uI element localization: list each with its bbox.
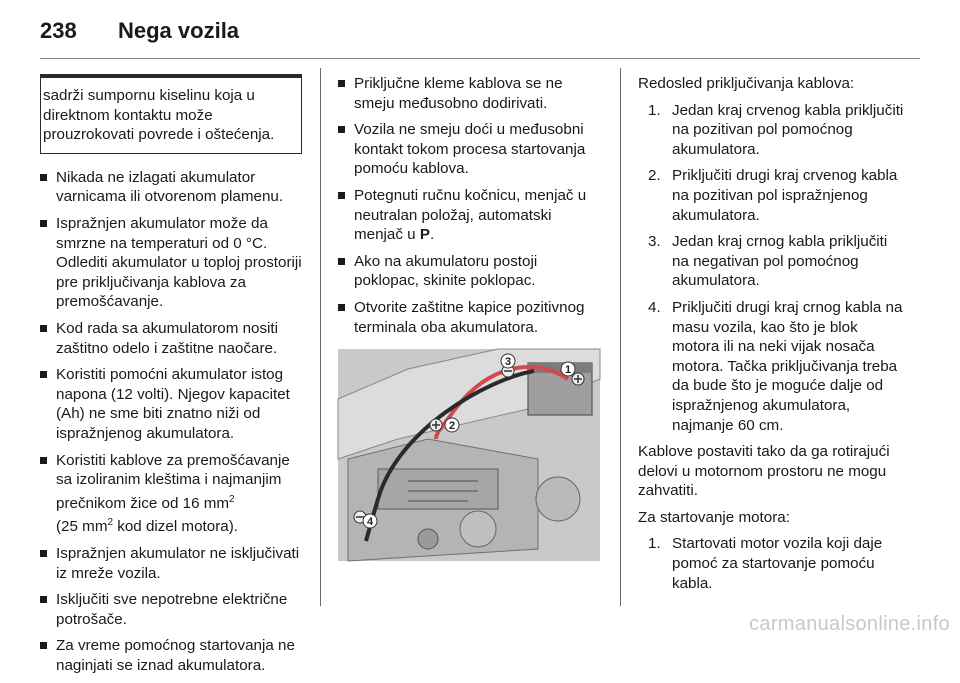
connection-order-intro: Redosled priključivanja kablova:	[638, 75, 855, 92]
header-divider	[40, 58, 920, 59]
jump-start-illustration	[338, 349, 600, 561]
page-number: 238	[40, 18, 77, 43]
page-header	[40, 18, 920, 48]
list-item: Ispražnjen akumulator ne isključivati iz mreže vozila.	[40, 544, 302, 583]
bullet-square-icon	[338, 304, 345, 311]
bullet-square-icon	[40, 642, 47, 649]
bullet-square-icon	[40, 371, 47, 378]
bullet-square-icon	[40, 220, 47, 227]
list-item: 1. Jedan kraj crvenog kabla priključiti na pozitivan pol pomoćnog akumulatora.	[648, 101, 904, 158]
discharged-battery	[378, 469, 498, 509]
connection-steps	[648, 101, 904, 436]
column-3	[638, 74, 904, 600]
list-item: Koristiti pomoćni akumulator istog napona (12 volti). Njegov kapacitet (Ah) ne sme biti znatno niži od ispražnjenog akumulatora.	[40, 365, 302, 443]
svg-text:1: 1	[564, 364, 572, 377]
engine-bay-drawing	[338, 349, 600, 561]
figure-callout	[363, 514, 377, 528]
watermark: carmanualsonline.info	[749, 613, 950, 635]
list-item: 1. Startovati motor vozila koji daje pomoć za startovanje pomoću kabla.	[648, 535, 883, 592]
list-item: 3. Jedan kraj crnog kabla priključiti na negativan pol pomoćnog akumulatora.	[648, 233, 888, 290]
list-item: Priključne kleme kablova se ne smeju međusobno dodirivati.	[338, 74, 604, 113]
list-item: Kod rada sa akumulatorom nositi zaštitno odelo i zaštitne naočare.	[40, 319, 302, 358]
preparation-bullet-list	[338, 74, 604, 337]
list-item: Nikada ne izlagati akumulator varnicama ili otvorenom plamenu.	[40, 168, 302, 207]
bullet-square-icon	[40, 174, 47, 181]
list-item: Otvorite zaštitne kapice pozitivnog terminala oba akumulatora.	[338, 298, 604, 337]
cable-routing-note: Kablove postaviti tako da ga rotirajući delovi u motornom prostoru ne mogu zahvatiti.	[638, 443, 890, 500]
svg-text:3: 3	[504, 356, 512, 369]
list-item: Ako na akumulatoru postoji poklopac, skinite poklopac.	[338, 252, 604, 291]
start-engine-heading: Za startovanje motora:	[638, 508, 790, 526]
safety-bullet-list	[40, 168, 302, 676]
list-item: Potegnuti ručnu kočnicu, menjač u neutralan položaj, automatski menjač u P.	[338, 186, 604, 245]
list-item: 2. Priključiti drugi kraj crvenog kabla na pozitivan pol ispražnjenog akumulatora.	[648, 167, 898, 224]
figure-callout	[501, 354, 515, 368]
column-divider-2	[620, 68, 621, 606]
bullet-square-icon	[338, 80, 345, 87]
bullet-square-icon	[40, 596, 47, 603]
bullet-square-icon	[338, 192, 345, 199]
list-item: Isključiti sve nepotrebne električne potrošače.	[40, 590, 302, 629]
start-steps	[648, 534, 904, 593]
svg-text:2: 2	[448, 420, 456, 433]
list-item: Za vreme pomoćnog startovanja ne naginjati se iznad akumulatora.	[40, 636, 302, 675]
bullet-square-icon	[338, 258, 345, 265]
svg-text:4: 4	[366, 516, 374, 529]
list-item: 4. Priključiti drugi kraj crnog kabla na masu vozila, kao što je blok motora ili na neki vijak nosača motora. Tačka priključivanja treba da bude što je moguće dalje od ispražnjenog akumulatora, najmanje 60 cm.	[648, 298, 903, 434]
bullet-square-icon	[338, 126, 345, 133]
warning-text: sadrži sumpornu kiselinu koja u direktnom kontaktu može prouzrokovati povrede i oštećenja.	[43, 87, 275, 144]
page-title: Nega vozila	[118, 18, 240, 43]
bullet-square-icon	[40, 550, 47, 557]
list-item: Koristiti kablove za premošćavanje sa izoliranim kleštima i najmanjim prečnikom žice od 16 $mm^2$ (25 $mm^2$ kod dizel motora).	[40, 451, 302, 538]
figure-callout	[445, 418, 459, 432]
figure-callout	[561, 362, 575, 376]
bullet-square-icon	[40, 457, 47, 464]
column-2	[338, 74, 604, 561]
warning-box	[40, 74, 302, 154]
list-item: Vozila ne smeju doći u međusobni kontakt tokom procesa startovanja pomoću kablova.	[338, 120, 604, 179]
list-item: Ispražnjen akumulator može da smrzne na temperaturi od 0 °C. Odlediti akumulator u toploj prostoriji pre priključivanja kablova za premošćavanje.	[40, 214, 302, 312]
bullet-square-icon	[40, 325, 47, 332]
plus-terminal-icon	[430, 419, 442, 431]
column-1	[40, 74, 302, 683]
plus-terminal-icon	[572, 373, 584, 385]
column-divider-1	[320, 68, 321, 606]
